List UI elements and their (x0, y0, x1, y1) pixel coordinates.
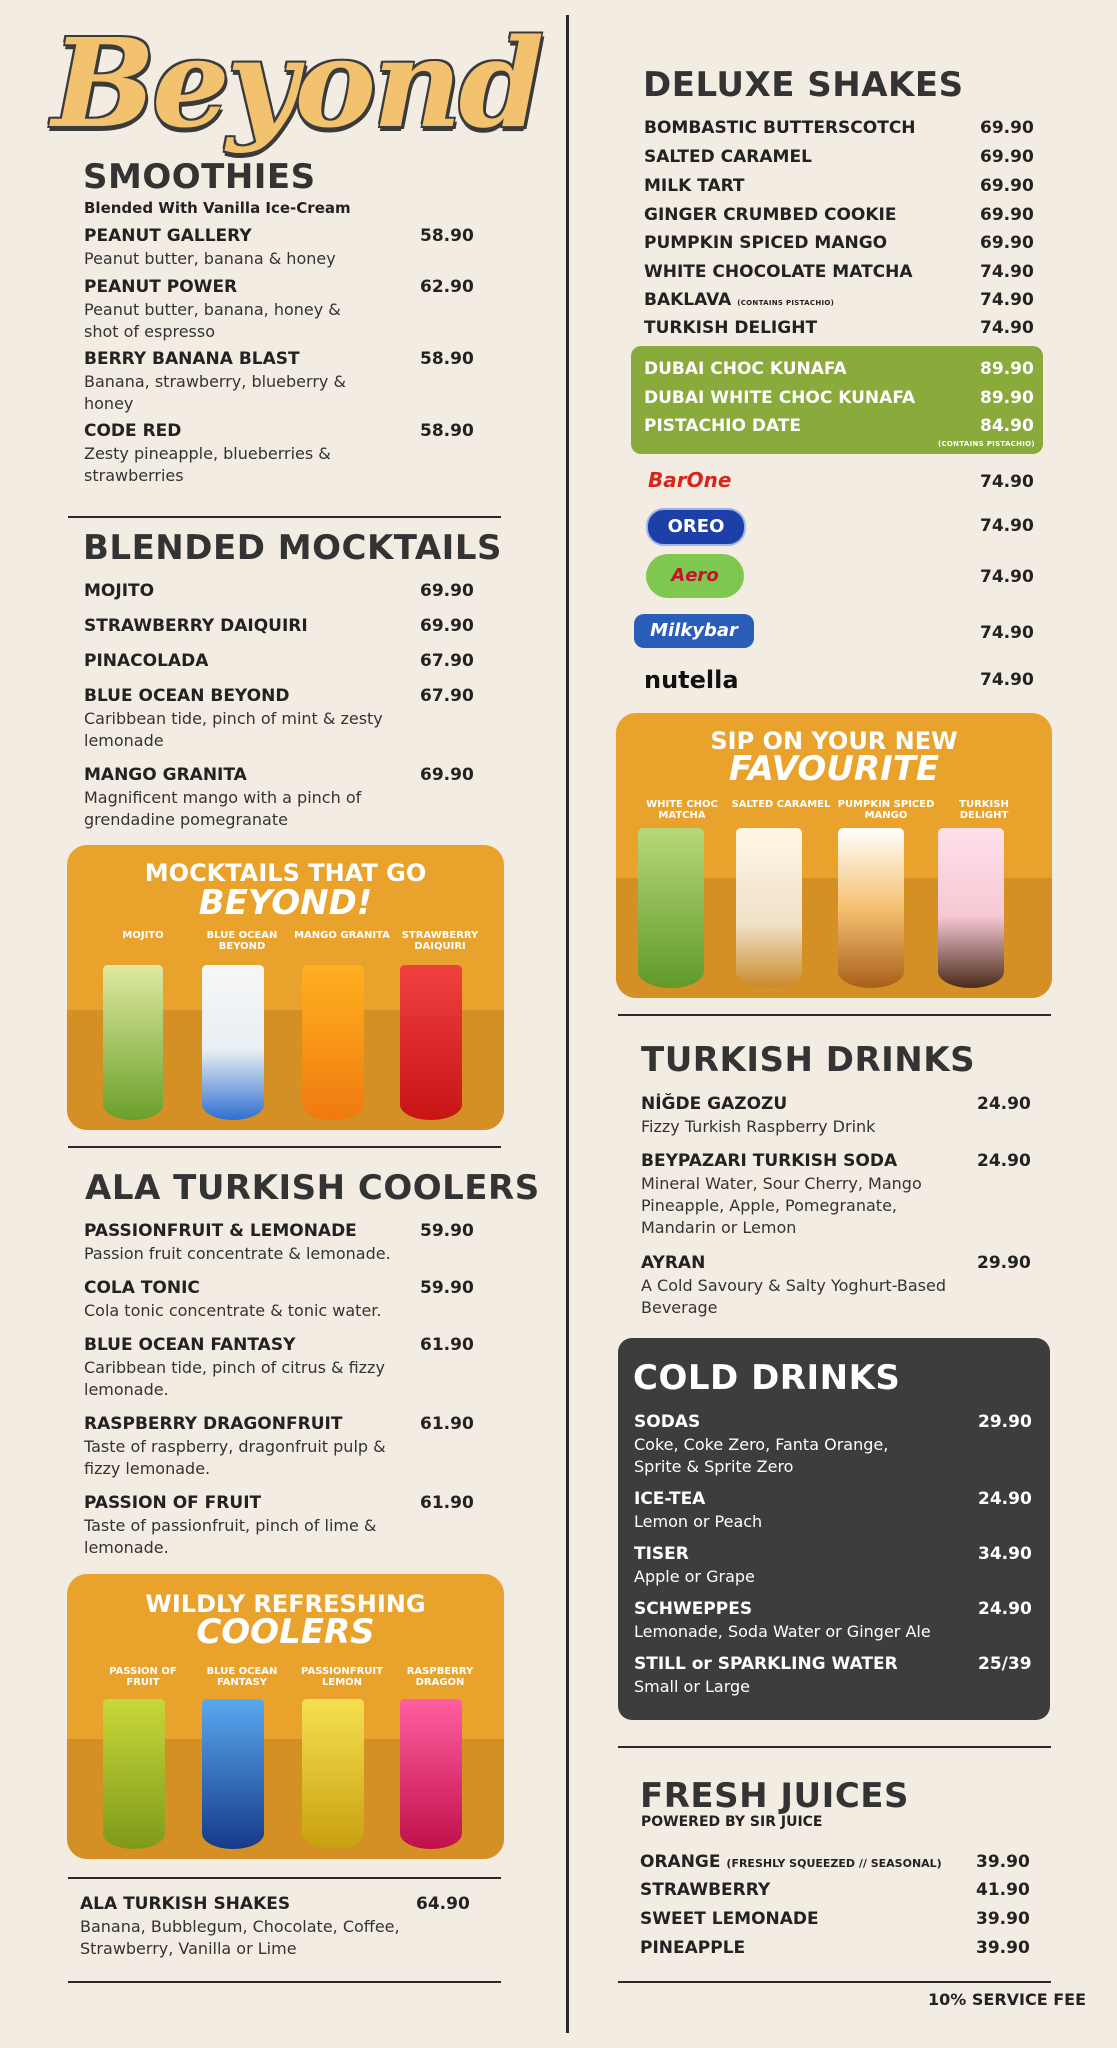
blue-ocean-glass-icon (202, 965, 264, 1120)
item-price: 59.90 (420, 1221, 474, 1241)
menu-item (641, 1094, 981, 1138)
item-name: GINGER CRUMBED COOKIE (644, 205, 897, 225)
item-note: (FRESHLY SQUEEZED // SEASONAL) (726, 1857, 942, 1870)
promo-line2: COOLERS (196, 1612, 375, 1652)
service-fee-note: 10% SERVICE FEE (928, 1990, 1087, 2009)
cold-drinks-title: COLD DRINKS (633, 1358, 901, 1398)
item-name: BOMBASTIC BUTTERSCOTCH (644, 118, 916, 138)
mocktails-title: BLENDED MOCKTAILS (83, 528, 502, 568)
item-desc: Small or Large (634, 1677, 750, 1696)
item-name: ALA TURKISH SHAKES (80, 1894, 291, 1914)
caramel-shake-icon (736, 828, 802, 988)
item-price: 69.90 (980, 147, 1034, 167)
item-name: NİĞDE GAZOZU (641, 1094, 788, 1114)
barone-logo: BarOne (648, 468, 732, 492)
mojito-glass-icon (103, 965, 163, 1120)
item-name: DUBAI WHITE CHOC KUNAFA (644, 388, 916, 408)
item-price: 69.90 (980, 176, 1034, 196)
menu-item (84, 277, 364, 343)
item-desc: Passion fruit concentrate & lemonade. (84, 1244, 391, 1263)
section-divider (68, 1877, 501, 1879)
section-divider (68, 516, 501, 518)
promo-label: MOJITO (122, 930, 164, 941)
menu-item (634, 1654, 954, 1698)
menu-item (634, 1544, 934, 1588)
item-desc: Taste of passionfruit, pinch of lime & lemonade. (84, 1516, 377, 1557)
item-name: SWEET LEMONADE (640, 1909, 819, 1929)
item-price: 69.90 (420, 581, 474, 601)
item-desc: Magnificent mango with a pinch of grendadine pomegranate (84, 788, 362, 829)
item-name: PEANUT GALLERY (84, 226, 252, 246)
item-desc: Lemonade, Soda Water or Ginger Ale (634, 1622, 931, 1641)
promo-label: RASPBERRY DRAGON (406, 1666, 474, 1688)
coolers-promo-banner (67, 1574, 504, 1859)
promo-line1: SIP ON YOUR NEW (710, 727, 958, 755)
item-price: 74.90 (980, 262, 1034, 282)
milkybar-logo: Milkybar (634, 614, 754, 648)
item-name: TISER (634, 1544, 689, 1564)
menu-item (641, 1151, 971, 1239)
promo-label: PASSIONFRUIT LEMON (301, 1666, 383, 1688)
section-divider (618, 1746, 1051, 1748)
item-desc: Coke, Coke Zero, Fanta Orange, Sprite & Sprite Zero (634, 1435, 889, 1476)
item-price: 74.90 (980, 290, 1034, 310)
strawberry-glass-icon (400, 965, 462, 1120)
menu-item (84, 616, 308, 636)
item-name: MANGO GRANITA (84, 765, 247, 785)
item-price: 74.90 (980, 516, 1034, 536)
item-desc: Banana, Bubblegum, Chocolate, Coffee, Strawberry, Vanilla or Lime (80, 1917, 400, 1958)
item-name: SODAS (634, 1412, 701, 1432)
promo-label: MANGO GRANITA (294, 930, 390, 941)
menu-item (641, 1253, 961, 1319)
menu-item (84, 651, 208, 671)
blue-ocean-fantasy-glass-icon (202, 1699, 264, 1849)
item-price: 39.90 (976, 1852, 1030, 1872)
deluxe-title: DELUXE SHAKES (643, 65, 964, 105)
pistachio-note: (CONTAINS PISTACHIO) (737, 299, 835, 307)
juices-title: FRESH JUICES (640, 1776, 909, 1816)
beyond-logo: Beyond (52, 11, 542, 155)
item-name: PASSION OF FRUIT (84, 1493, 262, 1513)
item-price: 25/39 (978, 1654, 1032, 1674)
item-price: 74.90 (980, 623, 1034, 643)
item-desc: Banana, strawberry, blueberry & honey (84, 372, 346, 413)
menu-item (84, 1414, 394, 1480)
item-name: BLUE OCEAN FANTASY (84, 1335, 296, 1355)
menu-item (84, 1335, 394, 1401)
item-price: 74.90 (980, 670, 1034, 690)
item-price: 58.90 (420, 421, 474, 441)
item-price: 24.90 (978, 1489, 1032, 1509)
mocktails-promo-banner (67, 845, 504, 1130)
item-price: 69.90 (980, 233, 1034, 253)
aero-logo: Aero (646, 554, 744, 598)
promo-label: PUMPKIN SPICED MANGO (837, 799, 935, 821)
item-price: 74.90 (980, 472, 1034, 492)
item-price: 39.90 (976, 1938, 1030, 1958)
item-price: 39.90 (976, 1909, 1030, 1929)
item-price: 89.90 (980, 388, 1034, 408)
section-divider (68, 1981, 501, 1983)
item-price: 67.90 (420, 686, 474, 706)
item-name: PASSIONFRUIT & LEMONADE (84, 1221, 357, 1241)
item-name: CODE RED (84, 421, 182, 441)
item-price: 61.90 (420, 1414, 474, 1434)
menu-item (80, 1894, 420, 1960)
item-price: 59.90 (420, 1278, 474, 1298)
item-price: 69.90 (420, 616, 474, 636)
item-desc: Zesty pineapple, blueberries & strawberries (84, 444, 331, 485)
promo-label: STRAWBERRY DAIQUIRI (401, 930, 479, 952)
item-price: 74.90 (980, 318, 1034, 338)
item-price: 24.90 (978, 1599, 1032, 1619)
item-name: PINACOLADA (84, 651, 209, 671)
item-price: 69.90 (420, 765, 474, 785)
promo-line2: FAVOURITE (728, 749, 940, 789)
passionfruit-lemon-glass-icon (302, 1699, 364, 1849)
item-desc: A Cold Savoury & Salty Yoghurt-Based Beverage (641, 1276, 947, 1317)
item-price: 24.90 (977, 1094, 1031, 1114)
item-name: BERRY BANANA BLAST (84, 349, 300, 369)
item-price: 84.90 (980, 416, 1034, 436)
menu-item (84, 226, 404, 270)
promo-label: PASSION OF FRUIT (109, 1666, 177, 1688)
item-price: 41.90 (976, 1880, 1030, 1900)
item-price: 69.90 (980, 205, 1034, 225)
column-divider (566, 15, 569, 2033)
promo-line2: BEYOND! (198, 883, 373, 923)
section-divider (68, 1146, 501, 1148)
item-name: STRAWBERRY DAIQUIRI (84, 616, 308, 636)
item-name: MILK TART (644, 176, 745, 196)
promo-label: WHITE CHOC MATCHA (646, 799, 718, 821)
item-name: PISTACHIO DATE (644, 416, 802, 436)
item-price: 64.90 (416, 1894, 470, 1914)
item-price: 89.90 (980, 359, 1034, 379)
promo-label: SALTED CARAMEL (731, 799, 831, 810)
item-name: BLUE OCEAN BEYOND (84, 686, 290, 706)
item-name: TURKISH DELIGHT (644, 318, 818, 338)
item-desc: Lemon or Peach (634, 1512, 763, 1531)
item-name: WHITE CHOCOLATE MATCHA (644, 262, 913, 282)
menu-item (84, 1278, 404, 1322)
menu-item (84, 1493, 394, 1559)
menu-item (84, 686, 404, 752)
smoothies-subtitle: Blended With Vanilla Ice-Cream (84, 199, 351, 217)
pumpkin-mango-shake-icon (838, 828, 904, 988)
item-price: 58.90 (420, 349, 474, 369)
promo-line1: MOCKTAILS THAT GO (144, 859, 427, 887)
turkish-drinks-title: TURKISH DRINKS (641, 1040, 976, 1080)
matcha-shake-icon (638, 828, 704, 988)
item-name (640, 1852, 942, 1872)
menu-item (634, 1599, 954, 1643)
item-name: COLA TONIC (84, 1278, 200, 1298)
item-desc: Caribbean tide, pinch of citrus & fizzy lemonade. (84, 1358, 385, 1399)
item-price: 61.90 (420, 1335, 474, 1355)
item-name: SCHWEPPES (634, 1599, 753, 1619)
item-price: 69.90 (980, 118, 1034, 138)
raspberry-dragon-glass-icon (400, 1699, 462, 1849)
menu-item (84, 421, 364, 487)
turkish-delight-shake-icon (938, 828, 1004, 988)
menu-item (84, 1221, 404, 1265)
menu-item (634, 1489, 934, 1533)
promo-label: BLUE OCEAN FANTASY (206, 1666, 278, 1688)
item-desc: Caribbean tide, pinch of mint & zesty lemonade (84, 709, 383, 750)
item-name: DUBAI CHOC KUNAFA (644, 359, 847, 379)
oreo-logo: OREO (646, 508, 746, 546)
section-divider (618, 1014, 1051, 1016)
item-name: AYRAN (641, 1253, 706, 1273)
item-name: PINEAPPLE (640, 1938, 746, 1958)
item-name: ICE-TEA (634, 1489, 706, 1509)
mango-glass-icon (302, 965, 364, 1120)
item-name: PUMPKIN SPICED MANGO (644, 233, 888, 253)
menu-item (84, 349, 364, 415)
item-name (644, 290, 834, 310)
smoothies-title: SMOOTHIES (83, 157, 316, 197)
item-name: PEANUT POWER (84, 277, 238, 297)
item-desc: Apple or Grape (634, 1567, 755, 1586)
passion-fruit-glass-icon (103, 1699, 165, 1849)
item-price: 61.90 (420, 1493, 474, 1513)
item-desc: Mineral Water, Sour Cherry, Mango Pineapple, Apple, Pomegranate, Mandarin or Lemon (641, 1174, 922, 1237)
juices-subtitle: POWERED BY SIR JUICE (641, 1814, 823, 1830)
item-desc: Peanut butter, banana, honey & shot of espresso (84, 300, 341, 341)
nutella-logo: nutella (644, 666, 739, 694)
promo-line1: WILDLY REFRESHING (145, 1590, 426, 1618)
promo-label: TURKISH DELIGHT (959, 799, 1009, 821)
item-name-text: ORANGE (640, 1852, 721, 1872)
item-price: 62.90 (420, 277, 474, 297)
promo-label: BLUE OCEAN BEYOND (206, 930, 278, 952)
item-name: STRAWBERRY (640, 1880, 771, 1900)
item-desc: Fizzy Turkish Raspberry Drink (641, 1117, 876, 1136)
pistachio-note: (CONTAINS PISTACHIO) (938, 440, 1035, 448)
item-price: 29.90 (978, 1412, 1032, 1432)
item-name: SALTED CARAMEL (644, 147, 812, 167)
item-name: RASPBERRY DRAGONFRUIT (84, 1414, 343, 1434)
item-desc: Cola tonic concentrate & tonic water. (84, 1301, 382, 1320)
item-name: BEYPAZARI TURKISH SODA (641, 1151, 898, 1171)
item-price: 24.90 (977, 1151, 1031, 1171)
item-name: MOJITO (84, 581, 155, 601)
menu-item (84, 765, 384, 831)
item-price: 58.90 (420, 226, 474, 246)
item-price: 29.90 (977, 1253, 1031, 1273)
coolers-title: ALA TURKISH COOLERS (85, 1168, 540, 1208)
item-desc: Taste of raspberry, dragonfruit pulp & fizzy lemonade. (84, 1437, 386, 1478)
shakes-promo-banner (616, 713, 1052, 998)
item-name: STILL or SPARKLING WATER (634, 1654, 898, 1674)
item-desc: Peanut butter, banana & honey (84, 249, 336, 268)
menu-item (634, 1412, 934, 1478)
menu-item (84, 581, 154, 601)
item-price: 74.90 (980, 567, 1034, 587)
item-price: 67.90 (420, 651, 474, 671)
item-name-text: BAKLAVA (644, 290, 732, 310)
section-divider (618, 1981, 1051, 1983)
item-price: 34.90 (978, 1544, 1032, 1564)
